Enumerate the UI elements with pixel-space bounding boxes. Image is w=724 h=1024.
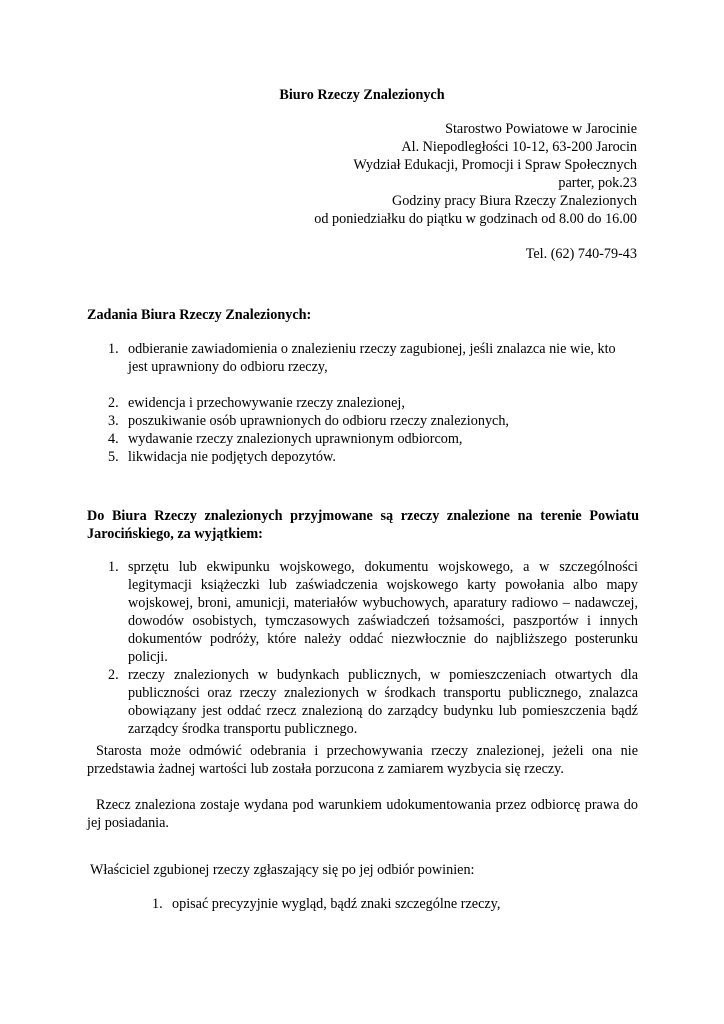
list-item xyxy=(87,430,638,448)
release-paragraph: Rzecz znaleziona zostaje wydana pod warunkiem udokumentowania przez odbiorcę prawa do jej posiadania. xyxy=(87,797,638,831)
list-item-text: sprzętu lub ekwipunku wojskowego, dokumentu wojskowego, a w szczególności legitymacji książeczki lub zaświadczenia wojskowego karty powołania albo mapy wojskowej, broni, amunicji, materiałów wybuchowych, aparatury radiowo – nadawczej, dowodów osobistych, tymczasowych zaświadczeń tożsamości, paszportów i innych dokumentów podróży, które należy oddać niezwłocznie do najbliższego posterunku policji. xyxy=(128,559,638,665)
list-item-number: 5. xyxy=(108,449,119,465)
address-line-room: parter, pok.23 xyxy=(558,175,637,191)
list-item xyxy=(87,340,638,376)
tasks-list xyxy=(87,340,638,466)
list-item xyxy=(87,448,638,466)
office-address-block xyxy=(117,120,637,263)
phone-number: Tel. (62) 740-79-43 xyxy=(525,246,637,262)
address-line-hours: od poniedziałku do piątku w godzinach od 8.00 do 16.00 xyxy=(314,211,637,227)
list-item-text: ewidencja i przechowywanie rzeczy znalezionej, xyxy=(128,395,405,411)
list-item xyxy=(131,895,651,913)
owner-intro: Właściciel zgubionej rzeczy zgłaszający się po jej odbiór powinien: xyxy=(90,862,475,878)
list-item-text: wydawanie rzeczy znalezionych uprawnionym odbiorcom, xyxy=(128,431,463,447)
tasks-heading: Zadania Biura Rzeczy Znalezionych: xyxy=(87,307,312,323)
exceptions-list xyxy=(87,558,638,738)
document-title: Biuro Rzeczy Znalezionych xyxy=(279,87,445,103)
address-line-street: Al. Niepodległości 10-12, 63-200 Jarocin xyxy=(401,139,637,155)
list-item-number: 1. xyxy=(108,341,119,357)
list-item-text: rzeczy znalezionych w budynkach publicznych, w pomieszczeniach otwartych dla publiczności oraz rzeczy znalezionych w środkach transportu publicznego, znalazca obowiązany jest oddać rzecz znalezioną do zarządcy budynku lub pomieszczenia bądź zarządcy środka transportu publicznego. xyxy=(128,667,638,737)
address-line-hours-label: Godziny pracy Biura Rzeczy Znalezionych xyxy=(391,193,637,209)
list-item-text: odbieranie zawiadomienia o znalezieniu rzeczy zagubionej, jeśli znalazca nie wie, kto jest uprawniony do odbioru rzeczy, xyxy=(128,341,616,375)
accepted-items-heading: Do Biura Rzeczy znalezionych przyjmowane są rzeczy znalezione na terenie Powiatu Jarocińskiego, za wyjątkiem: xyxy=(87,508,639,542)
list-item xyxy=(87,412,638,430)
list-item-text: poszukiwanie osób uprawnionych do odbioru rzeczy znalezionych, xyxy=(128,413,509,429)
address-line-office: Starostwo Powiatowe w Jarocinie xyxy=(445,121,637,137)
list-item xyxy=(87,394,638,412)
list-item-number: 1. xyxy=(152,896,163,912)
list-item-text: likwidacja nie podjętych depozytów. xyxy=(128,449,336,465)
list-item xyxy=(87,666,638,738)
list-item-number: 1. xyxy=(108,559,119,575)
address-line-department: Wydział Edukacji, Promocji i Spraw Społecznych xyxy=(353,157,637,173)
list-item-number: 4. xyxy=(108,431,119,447)
list-item-number: 3. xyxy=(108,413,119,429)
refusal-paragraph: Starosta może odmówić odebrania i przechowywania rzeczy znalezionej, jeżeli ona nie przedstawia żadnej wartości lub została porzucona z zamiarem wyzbycia się rzeczy. xyxy=(87,743,638,777)
list-item-number: 2. xyxy=(108,667,119,683)
list-item-text: opisać precyzyjnie wygląd, bądź znaki szczególne rzeczy, xyxy=(172,896,501,912)
list-item xyxy=(87,558,638,666)
list-item-number: 2. xyxy=(108,395,119,411)
owner-requirements-list xyxy=(131,895,651,913)
